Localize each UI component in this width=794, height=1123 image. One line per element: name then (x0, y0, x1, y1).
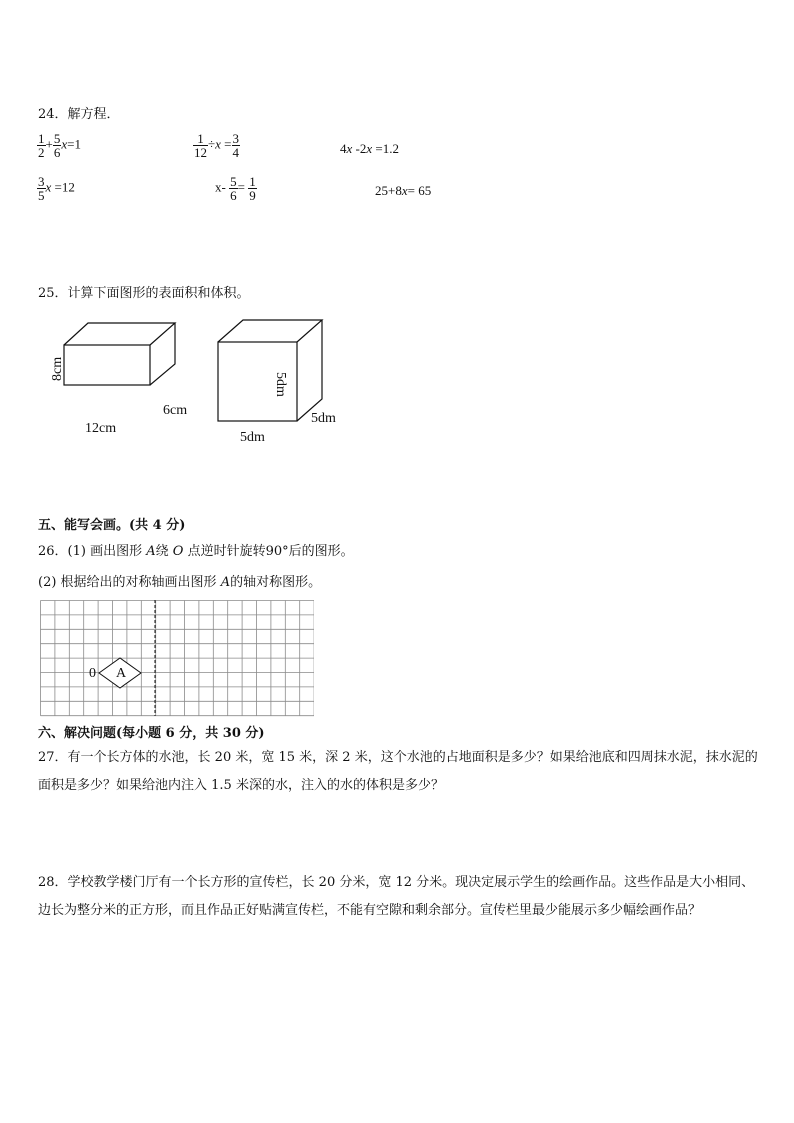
q27-text: 27．有一个长方体的水池，长 20 米，宽 15 米，深 2 米，这个水池的占地面积是多少？如果给池底和四周抹水泥，抹水泥的面积是多少？如果给池内注入 1.5 米深的水，注入的水的体积是多少？ (38, 750, 758, 793)
point-o-label: 0 (89, 666, 96, 681)
fraction: $\frac{3}{5}$ (38, 174, 45, 203)
solid-figures (30, 312, 360, 442)
cuboid-depth-label: 6cm (163, 403, 188, 418)
cube-width-label: 5dm (240, 430, 265, 442)
cube-top-face (218, 320, 322, 342)
q26-part2: (2) 根据给出的对称轴画出图形 A的轴对称图形。 (38, 575, 322, 590)
drawing-grid (40, 600, 314, 717)
cuboid-height-label: 8cm (50, 356, 65, 381)
equation-6: 25+8x= 65 (375, 183, 432, 198)
q25-title: 25．计算下面图形的表面积和体积。 (38, 286, 250, 301)
equation-1: $\frac{1}{2}$ + $\frac{5}{6}$ x=1 (38, 131, 81, 160)
equation-5: x- $\frac{5}{6}$ = $\frac{1}{9}$ (215, 174, 256, 203)
q26-part1: 26．(1) 画出图形 A绕 O 点逆时针旋转90°后的图形。 (38, 544, 354, 559)
cube-side-face (297, 320, 322, 421)
section-6-heading: 六、解决问题(每小题 6 分，共 30 分) (38, 726, 265, 741)
cuboid-figure (64, 323, 175, 385)
cuboid-front-face (64, 345, 150, 385)
fraction: $\frac{5}{6}$ (230, 174, 237, 203)
fraction: $\frac{1}{9}$ (249, 174, 256, 203)
grid-lines (41, 601, 315, 716)
cuboid-length-label: 12cm (85, 421, 117, 436)
q28-text: 28．学校教学楼门厅有一个长方形的宣传栏，长 20 分米，宽 12 分米。现决定展示学生的绘画作品。这些作品是大小相同、边长为整分米的正方形，而且作品正好贴满宣传栏，不能有空隙和剩余部分。宣传栏里最少能展示多少幅绘画作品？ (38, 875, 755, 918)
shape-a-label: A (116, 666, 127, 681)
fraction: $\frac{1}{12}$ (194, 131, 207, 160)
cube-figure (218, 320, 322, 421)
cube-depth-label: 5dm (311, 411, 336, 426)
equation-4: $\frac{3}{5}$ x =12 (38, 174, 75, 203)
section-5-heading: 五、能写会画。(共 4 分) (38, 518, 186, 533)
q24-title: 24．解方程． (38, 107, 120, 122)
equation-3: 4x -2x =1.2 (340, 141, 399, 156)
cuboid-side-face (150, 323, 175, 385)
equation-2: $\frac{1}{12}$ ÷x = $\frac{3}{4}$ (194, 131, 240, 160)
fraction: $\frac{5}{6}$ (53, 131, 61, 160)
fraction: $\frac{3}{4}$ (232, 131, 240, 160)
cuboid-top-face (64, 323, 175, 345)
fraction: $\frac{1}{2}$ (38, 131, 45, 160)
cube-height-label: 5dm (273, 372, 288, 397)
